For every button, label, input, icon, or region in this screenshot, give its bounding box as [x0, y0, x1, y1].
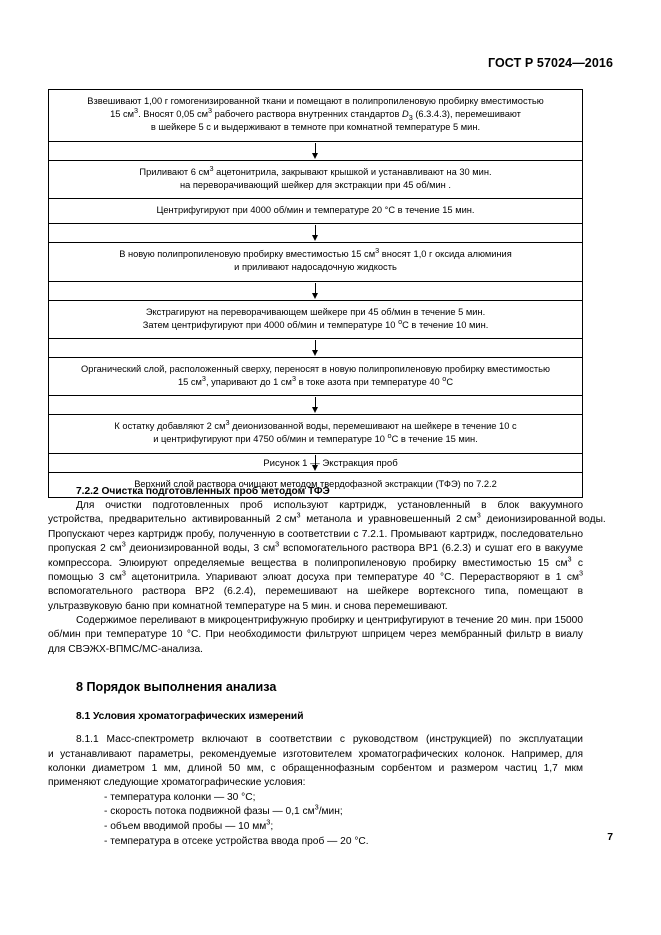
flow-step-5-line-1: Экстрагируют на переворачивающем шейкере при 45 об/мин в течение 5 мин.	[145, 306, 486, 317]
list-item-column-temperature: - температура колонки — 30 °С;	[104, 791, 256, 803]
flow-step-4	[49, 243, 582, 281]
page-number: 7	[607, 832, 613, 843]
flow-step-1-line-1: Взвешивают 1,00 г гомогенизированной ткани и помещают в полипропиленовую пробирку вместимостью	[87, 96, 544, 106]
flow-connector-3	[49, 282, 582, 301]
paragraph-7-2-2-a: Для очистки подготовленных проб используют картридж, установленный в блок вакуумного устройства, предварительно активированный 2 $см^3$ метанола и уравновешенный 2 $см^3$ деионизированной воды. Пропускают через картридж пробу, полученную в соответствии с 7.2.1. Промывают картридж, последовательно пропуская 2 $см^3$ деионизированной воды, 3 $см^3$ вспомогательного раствора ВР1 (6.2.3) и сушат его в вакууме компрессора. Элюируют определяемые вещества в полипропиленовую пробирку вместимостью 15 $см^3$ с помощью 3 $см^3$ ацетонитрила. Упаривают элюат досуха при температуре 40 °С. Перерастворяют в 1 $см^3$ вспомогательного раствора ВР2 (6.2.4), перемешивают на шейкере вортексного типа, помещают в ультразвуковую баню при комнатной температуре на 5 мин. и снова перемешивают.	[48, 500, 606, 612]
list-item-flow-rate: - скорость потока подвижной фазы — 0,1 $см^3$/мин;	[104, 803, 343, 818]
arrow-down-icon	[312, 293, 318, 299]
list-item-injector-temperature: - температура в отсеке устройства ввода проб — 20 °С.	[104, 835, 369, 847]
flow-step-7	[49, 415, 582, 453]
flow-step-5	[49, 301, 582, 339]
flow-step-4-line-2: и приливают надосадочную жидкость	[234, 262, 397, 273]
flow-step-7-line-2: и центрифугируют при 4750 об/мин и температуре 10 $^о$С в течение 15 мин.	[153, 431, 478, 445]
flow-step-4-line-1: В новую полипропиленовую пробирку вместимостью 15 $см^3$ вносят 1,0 г оксида алюминия	[119, 246, 512, 260]
heading-section-8: 8 Порядок выполнения анализа	[76, 680, 277, 695]
body-content	[48, 486, 606, 850]
flow-connector-4	[49, 339, 582, 358]
flow-step-8-line-1: Верхний слой раствора очищают методом твердофазной экстракции (ТФЭ) по 7.2.2	[134, 478, 497, 489]
arrow-down-icon	[312, 153, 318, 159]
flow-step-6-line-1: Органический слой, расположенный сверху, переносят в новую полипропиленовую пробирку вместимостью	[81, 363, 550, 374]
flow-connector-5	[49, 396, 582, 415]
flow-step-2	[49, 161, 582, 199]
flow-step-7-line-1: К остатку добавляют 2 $см^3$ деионизованной воды, перемешивают на шейкере в течение 10 с	[114, 418, 517, 432]
flow-step-3	[49, 199, 582, 224]
figure-1-flowchart	[48, 89, 583, 498]
paragraph-8-1-1: 8.1.1 Масс-спектрометр включают в соответствии с руководством (инструкцией) по эксплуатации и устанавливают параметры, рекомендуемые изготовителем хроматографических колонок. Например, для колонки диаметром 1 мм, длиной 50 мм, с обращеннофазным сорбентом и размером частиц 1,7 мкм применяют следующие хроматографические условия:	[48, 734, 583, 789]
heading-8-1: 8.1 Условия хроматографических измерений	[76, 711, 304, 723]
flow-step-2-line-2: на переворачивающий шейкер для экстракции при 45 об/мин .	[180, 179, 451, 190]
paragraph-7-2-2-b: Содержимое переливают в микроцентрифужную пробирку и центрифугируют в течение 20 мин. при 15000 об/мин при температуре 10 °С. При необходимости фильтруют шприцем через мембранный фильтр в виалу для СВЭЖХ-ВПМС/МС-анализа.	[48, 615, 583, 655]
arrow-down-icon	[312, 350, 318, 356]
flow-step-6	[49, 358, 582, 396]
flow-step-2-line-1: Приливают 6 $см^3$ ацетонитрила, закрывают крышкой и устанавливают на 30 мин.	[139, 163, 492, 177]
flow-step-6-line-2: 15 $см^3$, упаривают до 1 $см^3$ в токе азота при температуре 40 $^о$С	[177, 373, 454, 388]
flow-connector-2	[49, 224, 582, 243]
flow-step-1-line-3: в шейкере 5 с и выдерживают в темноте при комнатной температуре 5 мин.	[150, 122, 481, 133]
flow-step-3-line-1: Центрифугируют при 4000 об/мин и температуре 20 °С в течение 15 мин.	[156, 204, 475, 215]
flow-step-1	[49, 90, 582, 142]
running-header-standard-number: ГОСТ Р 57024—2016	[487, 56, 613, 70]
arrow-down-icon	[312, 407, 318, 413]
flow-step-5-line-2: Затем центрифугируют при 4000 об/мин и температуре 10 $^о$С в течение 10 мин.	[142, 316, 489, 330]
list-item-injection-volume: - объем вводимой пробы — 10 $мм^3$;	[104, 817, 274, 833]
arrow-down-icon	[312, 235, 318, 241]
chromatography-conditions-list	[48, 791, 583, 850]
flow-connector-1	[49, 142, 582, 161]
flow-step-1-line-2: 15 $см^3$. Вносят 0,05 $см^3$ рабочего раствора внутренних стандартов $D_3$ (6.3.4.3), перемешивают	[110, 106, 521, 123]
heading-7-2-2: 7.2.2 Очистка подготовленных проб методом ТФЭ	[76, 486, 330, 497]
figure-1-caption: Рисунок 1 — Экстракция проб	[263, 458, 398, 469]
